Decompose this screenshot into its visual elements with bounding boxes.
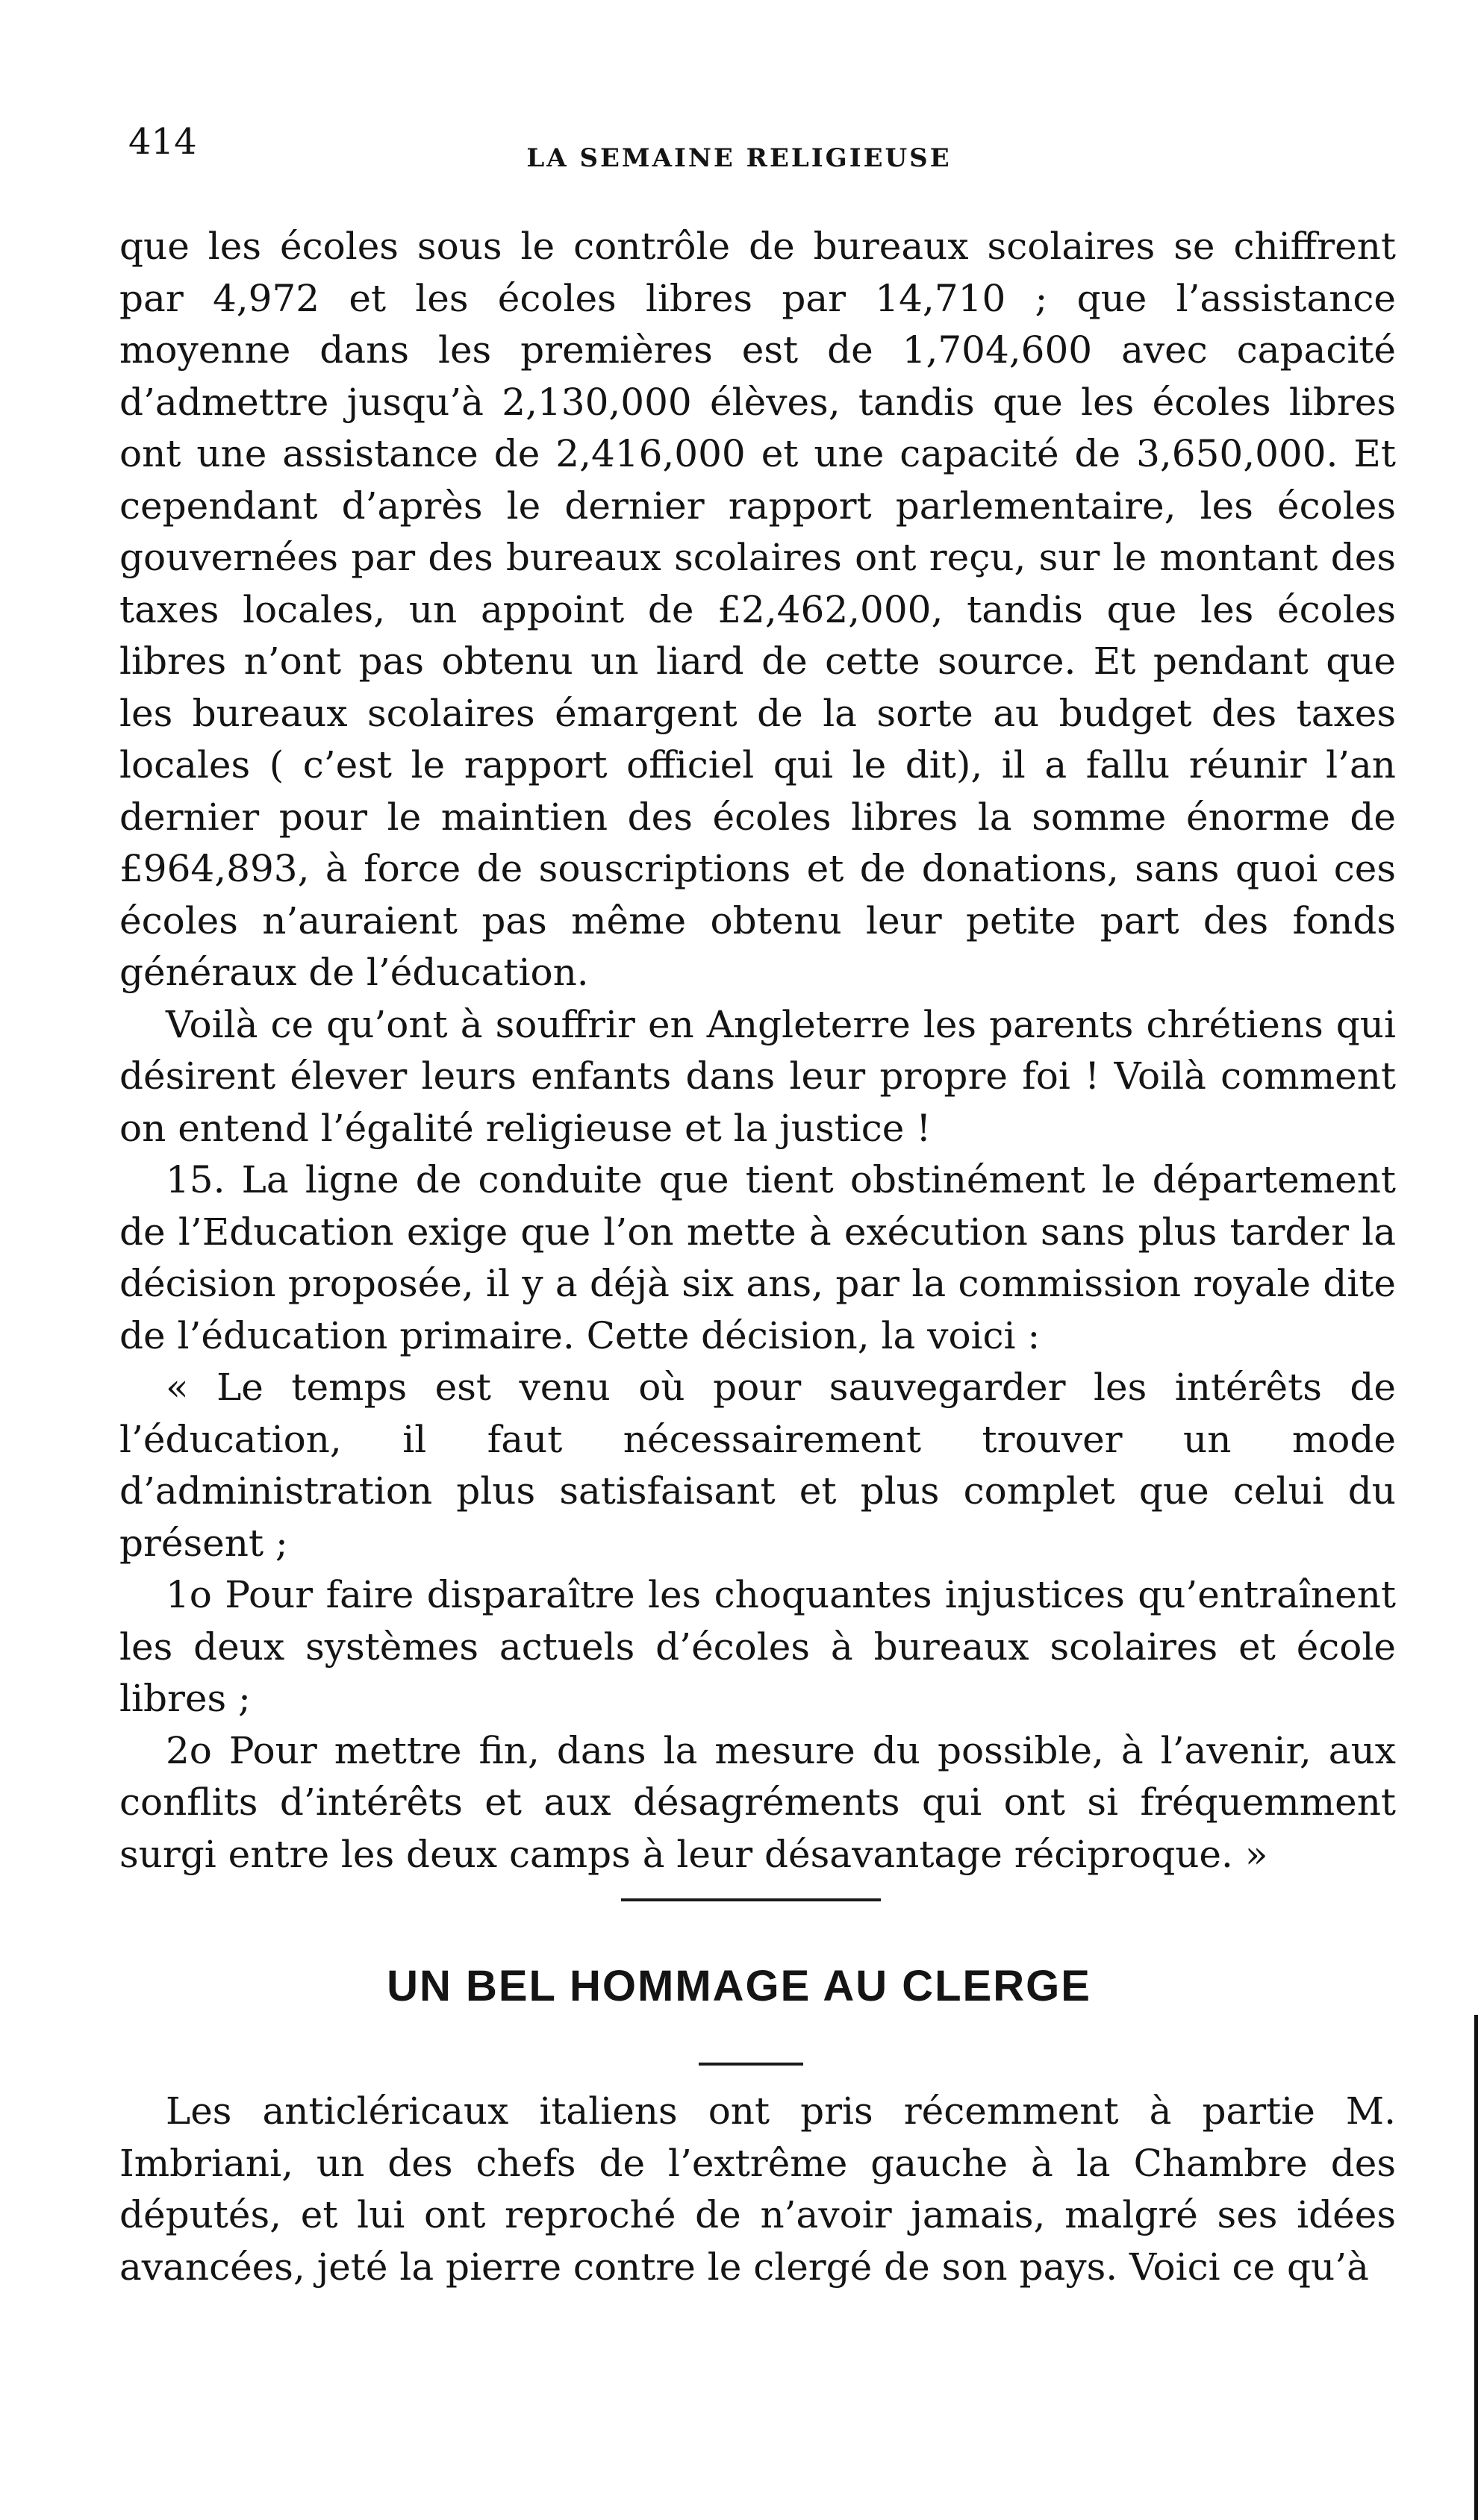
article-title: UN BEL HOMMAGE AU CLERGE bbox=[387, 1962, 1091, 2010]
article-paragraph: Les anticléricaux italiens ont pris récemment à partie M. Imbriani, un des chefs de l’extrême gauche à la Chambre des députés, et lui ont reproché de n’avoir jamais, malgré ses idées avancées, jeté la pierre contre le clergé de son pays. Voici ce qu’à bbox=[119, 2089, 1396, 2289]
running-title: LA SEMAINE RELIGIEUSE bbox=[526, 143, 952, 173]
quoted-decision-item: 2o Pour mettre fin, dans la mesure du possible, à l’avenir, aux conflits d’intérêts et aux désagréments qui ont si fréquemment surgi entre les deux camps à leur désavantage réciproque. » bbox=[119, 1728, 1396, 1876]
body-text bbox=[119, 221, 1396, 1880]
section-separator bbox=[621, 1898, 881, 1901]
body-paragraph: 15. La ligne de conduite que tient obstinément le département de l’Education exige que l’on mette à exécution sans plus tarder la décision proposée, il y a déjà six ans, par la commission royale dite de l’éducation primaire. Cette décision, la voici : bbox=[119, 1158, 1396, 1357]
quoted-decision-item: 1o Pour faire disparaître les choquantes injustices qu’entraînent les deux systèmes actuels d’écoles à bureaux scolaires et école libres ; bbox=[119, 1573, 1396, 1720]
quoted-decision-paragraph: « Le temps est venu où pour sauvegarder les intérêts de l’éducation, il faut nécessairement trouver un mode d’administration plus satisfaisant et plus complet que celui du présent ; bbox=[119, 1366, 1396, 1565]
body-paragraph: Voilà ce qu’ont à souffrir en Angleterre les parents chrétiens qui désirent élever leurs enfants dans leur propre foi ! Voilà comment on entend l’égalité religieuse et la justice ! bbox=[119, 1002, 1396, 1150]
page-edge-rule bbox=[1474, 2015, 1478, 2520]
body-paragraph: que les écoles sous le contrôle de bureaux scolaires se chiffrent par 4,972 et les écoles libres par 14,710 ; que l’assistance moyenne dans les premières est de 1,704,600 avec capacité d’admettre jusqu’à 2,130,000 élèves, tandis que les écoles libres ont une assistance de 2,416,000 et une capacité de 3,650,000. Et cependant d’après le dernier rapport parlementaire, les écoles gouvernées par des bureaux scolaires ont reçu, sur le montant des taxes locales, un appoint de £2,462,000, tandis que les écoles libres n’ont pas obtenu un liard de cette source. Et pendant que les bureaux scolaires émargent de la sorte au budget des taxes locales ( c’est le rapport officiel qui le dit), il a fallu réunir l’an dernier pour le maintien des écoles libres la somme énorme de £964,893, à force de souscriptions et de donations, sans quoi ces écoles n’auraient pas même obtenu leur petite part des fonds généraux de l’éducation. bbox=[119, 225, 1396, 994]
article-body bbox=[119, 2086, 1396, 2293]
title-underline bbox=[699, 2063, 803, 2066]
page-number: 414 bbox=[128, 121, 197, 163]
